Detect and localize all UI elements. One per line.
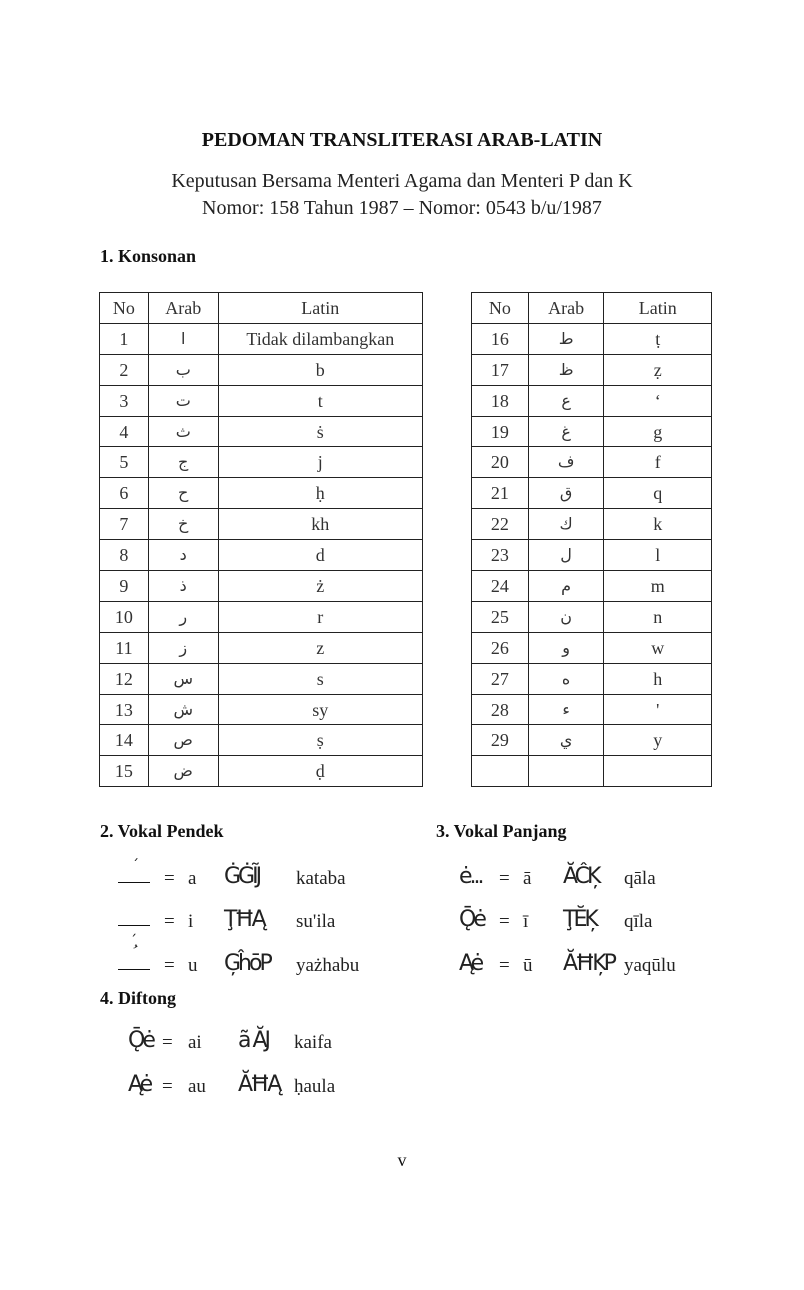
cell-no xyxy=(472,756,529,787)
table-row xyxy=(472,756,712,787)
arabic-diphthong: Ąė xyxy=(128,1072,151,1097)
cell-arab: س xyxy=(148,663,218,694)
cell-latin: kh xyxy=(218,509,422,540)
cell-no: 7 xyxy=(100,509,149,540)
cell-no: 12 xyxy=(100,663,149,694)
cell-arab: غ xyxy=(528,416,604,447)
arabic-long-vowel: ė... xyxy=(459,864,482,889)
equals-sign: = xyxy=(164,868,175,889)
arabic-example: ĂĈĶ xyxy=(563,864,599,889)
fathah-glyph: ´ xyxy=(132,858,139,874)
table-row xyxy=(100,571,423,602)
cell-latin: ḥ xyxy=(218,478,422,509)
table-row xyxy=(100,509,423,540)
cell-arab: ي xyxy=(528,725,604,756)
cell-arab: ق xyxy=(528,478,604,509)
table-row xyxy=(100,540,423,571)
table-row xyxy=(472,632,712,663)
table-row xyxy=(100,385,423,416)
cell-latin: g xyxy=(604,416,712,447)
cell-arab: ف xyxy=(528,447,604,478)
vowel-letter: a xyxy=(188,868,197,889)
cell-no: 18 xyxy=(472,385,529,416)
arabic-example: ĂĦĄ xyxy=(238,1072,280,1097)
cell-no: 1 xyxy=(100,323,149,354)
example-latin: qīla xyxy=(624,911,653,932)
table-row xyxy=(472,540,712,571)
cell-arab: ب xyxy=(148,354,218,385)
example-latin: kataba xyxy=(296,868,346,889)
cell-no: 22 xyxy=(472,509,529,540)
arabic-example: ĂĦĶP xyxy=(563,951,614,976)
table-row xyxy=(472,571,712,602)
cell-latin: ' xyxy=(604,694,712,725)
cell-no: 6 xyxy=(100,478,149,509)
table-row xyxy=(100,323,423,354)
table-header-row xyxy=(100,293,423,324)
cell-no: 17 xyxy=(472,354,529,385)
cell-latin: ṭ xyxy=(604,323,712,354)
example-latin: yażhabu xyxy=(296,955,360,976)
cell-arab: ع xyxy=(528,385,604,416)
equals-sign: = xyxy=(499,955,510,976)
table-row xyxy=(472,416,712,447)
cell-arab: ط xyxy=(528,323,604,354)
vowel-letter: ū xyxy=(523,955,533,976)
table-row xyxy=(100,694,423,725)
example-latin: ḥaula xyxy=(294,1076,336,1097)
cell-arab: ء xyxy=(528,694,604,725)
cell-latin: s xyxy=(218,663,422,694)
cell-arab xyxy=(528,756,604,787)
vowel-letter: ā xyxy=(523,868,532,889)
konsonan-table-right xyxy=(471,292,712,787)
table-row xyxy=(100,663,423,694)
cell-latin: ṣ xyxy=(218,725,422,756)
subtitle-line-2: Nomor: 158 Tahun 1987 – Nomor: 0543 b/u/1987 xyxy=(202,197,602,219)
header-arab: Arab xyxy=(528,293,604,324)
table-row xyxy=(472,385,712,416)
cell-no: 19 xyxy=(472,416,529,447)
cell-no: 13 xyxy=(100,694,149,725)
table-row xyxy=(472,323,712,354)
cell-latin: l xyxy=(604,540,712,571)
cell-arab: ل xyxy=(528,540,604,571)
cell-latin xyxy=(604,756,712,787)
arabic-long-vowel: Ąė xyxy=(459,951,482,976)
header-no: No xyxy=(472,293,529,324)
cell-latin: y xyxy=(604,725,712,756)
section-diftong-heading: 4. Diftong xyxy=(100,988,176,1008)
arabic-example: ĢĥōP xyxy=(224,951,270,976)
cell-latin: ẓ xyxy=(604,354,712,385)
section-vokal-pendek-heading: 2. Vokal Pendek xyxy=(100,821,224,841)
cell-no: 24 xyxy=(472,571,529,602)
table-row xyxy=(100,354,423,385)
cell-no: 25 xyxy=(472,601,529,632)
example-latin: yaqūlu xyxy=(624,955,676,976)
cell-latin: sy xyxy=(218,694,422,725)
cell-latin: d xyxy=(218,540,422,571)
arabic-example: ã ĂJ xyxy=(238,1028,269,1053)
page-number: v xyxy=(397,1150,407,1170)
cell-latin: ż xyxy=(218,571,422,602)
equals-sign: = xyxy=(164,911,175,932)
cell-arab: و xyxy=(528,632,604,663)
cell-latin: k xyxy=(604,509,712,540)
arabic-long-vowel: Ǭė xyxy=(459,907,484,932)
table-row xyxy=(472,354,712,385)
equals-sign: = xyxy=(499,911,510,932)
konsonan-table-left xyxy=(99,292,423,787)
cell-no: 9 xyxy=(100,571,149,602)
equals-sign: = xyxy=(162,1076,173,1097)
cell-latin: w xyxy=(604,632,712,663)
table-row xyxy=(472,601,712,632)
cell-arab: م xyxy=(528,571,604,602)
cell-arab: ض xyxy=(148,756,218,787)
header-latin: Latin xyxy=(218,293,422,324)
cell-no: 8 xyxy=(100,540,149,571)
cell-arab: د xyxy=(148,540,218,571)
cell-latin: t xyxy=(218,385,422,416)
equals-sign: = xyxy=(164,955,175,976)
cell-arab: ك xyxy=(528,509,604,540)
table-header-row xyxy=(472,293,712,324)
cell-no: 10 xyxy=(100,601,149,632)
cell-no: 23 xyxy=(472,540,529,571)
cell-arab: ح xyxy=(148,478,218,509)
cell-no: 5 xyxy=(100,447,149,478)
cell-no: 4 xyxy=(100,416,149,447)
vowel-letter: u xyxy=(188,955,198,976)
cell-no: 16 xyxy=(472,323,529,354)
header-no: No xyxy=(100,293,149,324)
table-row xyxy=(100,725,423,756)
cell-latin: f xyxy=(604,447,712,478)
cell-latin: b xyxy=(218,354,422,385)
cell-arab: ن xyxy=(528,601,604,632)
cell-latin: ṡ xyxy=(218,416,422,447)
table-row xyxy=(100,478,423,509)
example-latin: qāla xyxy=(624,868,656,889)
table-row xyxy=(100,416,423,447)
cell-arab: ش xyxy=(148,694,218,725)
cell-latin: r xyxy=(218,601,422,632)
cell-no: 14 xyxy=(100,725,149,756)
cell-arab: ظ xyxy=(528,354,604,385)
table-row xyxy=(472,478,712,509)
cell-no: 28 xyxy=(472,694,529,725)
subtitle-line-1: Keputusan Bersama Menteri Agama dan Menteri P dan K xyxy=(171,170,633,192)
vowel-letter: i xyxy=(188,911,194,932)
header-latin: Latin xyxy=(604,293,712,324)
cell-latin: h xyxy=(604,663,712,694)
vowel-letter: ī xyxy=(523,911,529,932)
equals-sign: = xyxy=(162,1032,173,1053)
cell-latin: Tidak dilambangkan xyxy=(218,323,422,354)
cell-latin: ḍ xyxy=(218,756,422,787)
cell-no: 26 xyxy=(472,632,529,663)
cell-latin: z xyxy=(218,632,422,663)
section-konsonan-heading: 1. Konsonan xyxy=(100,246,197,266)
table-row xyxy=(100,601,423,632)
cell-arab: ص xyxy=(148,725,218,756)
cell-latin: n xyxy=(604,601,712,632)
cell-no: 21 xyxy=(472,478,529,509)
cell-no: 27 xyxy=(472,663,529,694)
example-latin: su'ila xyxy=(296,911,336,932)
page-title: PEDOMAN TRANSLITERASI ARAB-LATIN xyxy=(201,129,603,151)
arabic-example: ĠĠĨJ xyxy=(224,864,260,889)
cell-arab: ج xyxy=(148,447,218,478)
cell-no: 3 xyxy=(100,385,149,416)
cell-arab: ه xyxy=(528,663,604,694)
cell-latin: m xyxy=(604,571,712,602)
arabic-example: ŢĦĄ xyxy=(224,907,264,932)
cell-no: 20 xyxy=(472,447,529,478)
table-row xyxy=(472,663,712,694)
example-latin: kaifa xyxy=(294,1032,332,1053)
table-row xyxy=(100,632,423,663)
cell-arab: ذ xyxy=(148,571,218,602)
table-row xyxy=(472,447,712,478)
table-row xyxy=(472,694,712,725)
table-row xyxy=(100,447,423,478)
diphthong-letters: au xyxy=(188,1076,206,1097)
table-row xyxy=(472,509,712,540)
section-vokal-panjang-heading: 3. Vokal Panjang xyxy=(436,821,567,841)
cell-arab: ت xyxy=(148,385,218,416)
cell-latin: j xyxy=(218,447,422,478)
cell-arab: ث xyxy=(148,416,218,447)
cell-arab: ر xyxy=(148,601,218,632)
cell-arab: خ xyxy=(148,509,218,540)
cell-arab: ا xyxy=(148,323,218,354)
diphthong-letters: ai xyxy=(188,1032,202,1053)
cell-no: 2 xyxy=(100,354,149,385)
header-arab: Arab xyxy=(148,293,218,324)
cell-no: 29 xyxy=(472,725,529,756)
cell-no: 11 xyxy=(100,632,149,663)
cell-latin: q xyxy=(604,478,712,509)
table-row xyxy=(472,725,712,756)
equals-sign: = xyxy=(499,868,510,889)
kasrah-glyph: ˏ xyxy=(130,921,137,937)
table-row xyxy=(100,756,423,787)
arabic-example: ŢĔĶ xyxy=(563,907,596,932)
cell-arab: ز xyxy=(148,632,218,663)
cell-no: 15 xyxy=(100,756,149,787)
cell-latin: ‘ xyxy=(604,385,712,416)
arabic-diphthong: Ǭė xyxy=(128,1028,153,1053)
